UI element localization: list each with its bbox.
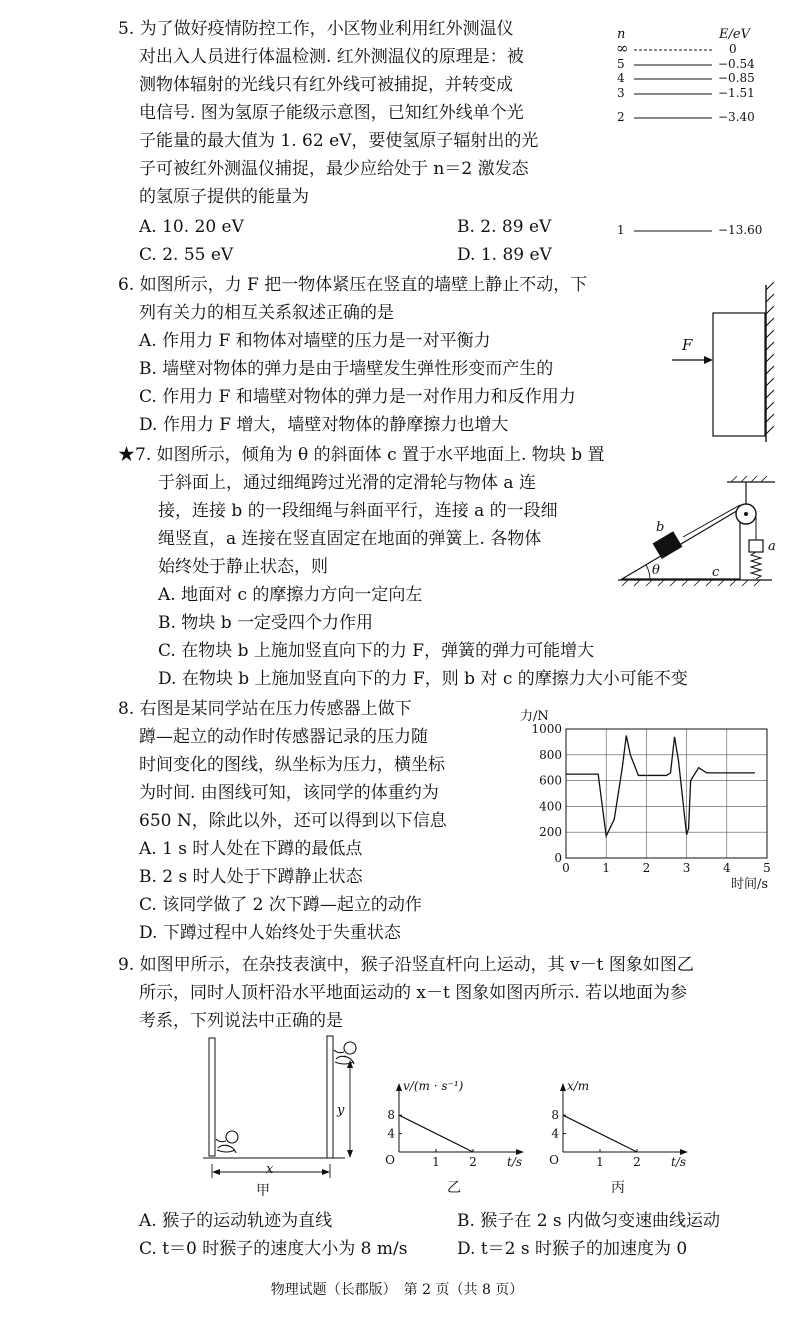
q5-option-c[interactable]: C. 2. 55 eV xyxy=(139,245,234,265)
y-axis-label: v/(m · s⁻¹) xyxy=(403,1079,464,1093)
level-e-2: −3.40 xyxy=(718,110,755,124)
level-e-1: −13.60 xyxy=(718,223,763,237)
origin-label: O xyxy=(385,1153,395,1167)
q5-line: 子能量的最大值为 1. 62 eV，要使氢原子辐射出的光 xyxy=(139,131,539,151)
q5-option-b[interactable]: B. 2. 89 eV xyxy=(457,217,552,237)
level-n-inf: ∞ xyxy=(616,39,629,57)
y-axis-label: x/m xyxy=(567,1079,590,1093)
y-tick-label: 800 xyxy=(539,747,562,762)
q6-line: 6. 如图所示，力 F 把一物体紧压在竖直的墙壁上静止不动，下 xyxy=(118,275,588,295)
origin-label: 0 xyxy=(554,851,562,865)
y-tick-label: 200 xyxy=(539,825,562,840)
origin-label: O xyxy=(549,1153,559,1167)
level-n-1: 1 xyxy=(617,223,625,237)
q6-option-b[interactable]: B. 墙壁对物体的弹力是由于墙壁发生弹性形变而产生的 xyxy=(139,359,554,379)
x-tick-label: 3 xyxy=(682,861,691,875)
fig-jia-label-x: x xyxy=(266,1162,274,1177)
q9-line: 所示，同时人顶杆沿水平地面运动的 x－t 图象如图丙所示. 若以地面为参 xyxy=(139,983,688,1003)
q8-line: 为时间. 由图线可知，该同学的体重约为 xyxy=(139,783,439,803)
label-c: c xyxy=(712,565,720,580)
level-e-3: −1.51 xyxy=(718,86,755,100)
chart-caption: 乙 xyxy=(447,1180,461,1196)
level-e-5: −0.54 xyxy=(718,57,755,71)
q8-line: 蹲—起立的动作时传感器记录的压力随 xyxy=(139,727,428,747)
q7-line: ★7. 如图所示，倾角为 θ 的斜面体 c 置于水平地面上. 物块 b 置 xyxy=(118,445,605,465)
page-footer: 物理试题（长郡版） 第 2 页（共 8 页） xyxy=(270,1282,524,1298)
q8-line: 8. 右图是某同学站在压力传感器上做下 xyxy=(118,699,412,719)
chart-caption: 丙 xyxy=(611,1180,625,1196)
x-axis-label: t/s xyxy=(507,1155,523,1169)
e-header: E/eV xyxy=(719,27,750,42)
x-tick-label: 1 xyxy=(602,861,611,875)
y-tick-label: 4 xyxy=(551,1126,559,1141)
y-tick-label: 400 xyxy=(539,799,562,814)
label-b: b xyxy=(656,520,665,535)
q7-line: 始终处于静止状态，则 xyxy=(158,557,328,577)
q9-option-c[interactable]: C. t＝0 时猴子的速度大小为 8 m/s xyxy=(139,1239,408,1259)
q7-line: 绳竖直，a 连接在竖直固定在地面的弹簧上. 各物体 xyxy=(158,529,542,549)
y-tick-label: 600 xyxy=(539,773,562,788)
q5-line: 电信号. 图为氢原子能级示意图，已知红外线单个光 xyxy=(139,103,524,123)
y-axis-arrow xyxy=(560,1083,566,1091)
q9-option-b[interactable]: B. 猴子在 2 s 内做匀变速曲线运动 xyxy=(457,1211,721,1231)
level-n-4: 4 xyxy=(617,71,625,85)
x-axis-label: 时间/s xyxy=(731,877,769,892)
q7-option-a[interactable]: A. 地面对 c 的摩擦力方向一定向左 xyxy=(158,585,423,605)
x-tick-label: 1 xyxy=(432,1155,440,1169)
q9-line: 考系，下列说法中正确的是 xyxy=(139,1011,343,1031)
level-n-2: 2 xyxy=(617,110,625,124)
q5-line: 的氢原子提供的能量为 xyxy=(139,187,309,207)
q6-option-c[interactable]: C. 作用力 F 和墙壁对物体的弹力是一对作用力和反作用力 xyxy=(139,387,576,407)
q7-line: 接，连接 b 的一段细绳与斜面平行，连接 a 的一段细 xyxy=(158,501,558,521)
q6-line: 列有关力的相互关系叙述正确的是 xyxy=(139,303,394,323)
q7-line: 于斜面上，通过细绳跨过光滑的定滑轮与物体 a 连 xyxy=(158,473,536,493)
x-tick-label: 5 xyxy=(763,861,771,875)
fig-jia-caption: 甲 xyxy=(256,1183,270,1199)
q5-option-d[interactable]: D. 1. 89 eV xyxy=(457,245,552,265)
label-a: a xyxy=(768,539,776,554)
q9-option-a[interactable]: A. 猴子的运动轨迹为直线 xyxy=(139,1211,333,1231)
y-tick-label: 8 xyxy=(387,1108,395,1123)
q7-option-d[interactable]: D. 在物块 b 上施加竖直向下的力 F，则 b 对 c 的摩擦力大小可能不变 xyxy=(158,669,688,689)
level-e-4: −0.85 xyxy=(718,71,755,85)
q8-line: 650 N，除此以外，还可以得到以下信息 xyxy=(139,811,447,831)
q7-option-b[interactable]: B. 物块 b 一定受四个力作用 xyxy=(158,613,373,633)
x-tick-label: 4 xyxy=(722,861,731,875)
level-n-5: 5 xyxy=(617,57,625,71)
x-tick-label: 2 xyxy=(633,1155,641,1169)
q8-option-a[interactable]: A. 1 s 时人处在下蹲的最低点 xyxy=(139,839,363,859)
fig-jia-label-y: y xyxy=(337,1103,345,1118)
q5-option-a[interactable]: A. 10. 20 eV xyxy=(139,217,244,237)
q6-option-d[interactable]: D. 作用力 F 增大，墙壁对物体的静摩擦力也增大 xyxy=(139,415,509,435)
q5-line: 子可被红外测温仪捕捉，最少应给处于 n＝2 激发态 xyxy=(139,159,529,179)
series-line xyxy=(563,1115,637,1152)
x-tick-label: 0 xyxy=(562,861,570,875)
q5-line: 测物体辐射的光线只有红外线可被捕捉，并转变成 xyxy=(139,75,513,95)
x-tick-label: 2 xyxy=(469,1155,477,1169)
x-tick-label: 1 xyxy=(596,1155,604,1169)
level-n-3: 3 xyxy=(617,86,625,100)
q5-line: 对出入人员进行体温检测. 红外测温仪的原理是：被 xyxy=(139,47,524,67)
force-label: F xyxy=(682,336,693,354)
y-tick-label: 1000 xyxy=(531,722,562,736)
q9-option-d[interactable]: D. t＝2 s 时猴子的加速度为 0 xyxy=(457,1239,688,1259)
q8-line: 时间变化的图线，纵坐标为压力，横坐标 xyxy=(139,755,445,775)
q8-option-d[interactable]: D. 下蹲过程中人始终处于失重状态 xyxy=(139,923,401,943)
q8-option-c[interactable]: C. 该同学做了 2 次下蹲—起立的动作 xyxy=(139,895,422,915)
y-tick-label: 4 xyxy=(387,1126,395,1141)
q8-option-b[interactable]: B. 2 s 时人处于下蹲静止状态 xyxy=(139,867,363,887)
x-tick-label: 2 xyxy=(642,861,651,875)
q6-option-a[interactable]: A. 作用力 F 和物体对墙壁的压力是一对平衡力 xyxy=(139,331,491,351)
y-axis-label: 力/N xyxy=(520,709,549,724)
q5-line: 5. 为了做好疫情防控工作，小区物业利用红外测温仪 xyxy=(118,19,514,39)
q9-line: 9. 如图甲所示，在杂技表演中，猴子沿竖直杆向上运动，其 v－t 图象如图乙 xyxy=(118,955,694,975)
n-header: n xyxy=(617,27,626,42)
level-e-inf: 0 xyxy=(729,42,737,56)
label-theta: θ xyxy=(652,563,660,578)
q7-option-c[interactable]: C. 在物块 b 上施加竖直向下的力 F，弹簧的弹力可能增大 xyxy=(158,641,595,661)
x-axis-label: t/s xyxy=(671,1155,687,1169)
y-tick-label: 8 xyxy=(551,1108,559,1123)
